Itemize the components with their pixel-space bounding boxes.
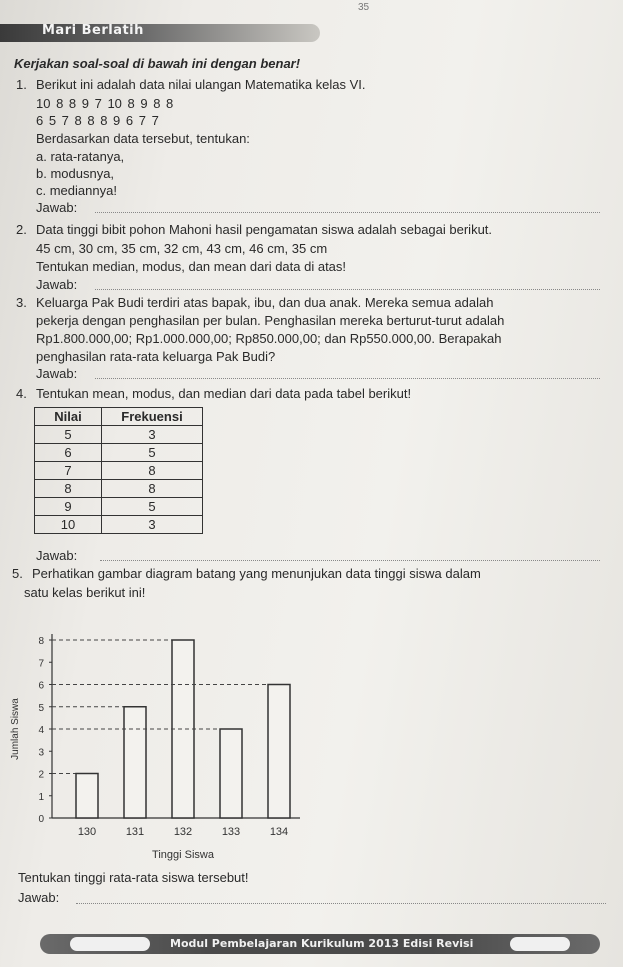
q4-text: Tentukan mean, modus, dan median dari data pada tabel berikut! [36, 386, 412, 401]
q1-option-a: a. rata-ratanya, [36, 149, 125, 164]
section-title: Mari Berlatih [42, 23, 144, 38]
y-tick-label: 7 [38, 658, 44, 670]
q5-answer-line[interactable] [76, 902, 606, 904]
q5-question: Tentukan tinggi rata-rata siswa tersebut! [18, 870, 249, 885]
table-row [35, 516, 203, 534]
table-cell-nilai: 10 [35, 516, 102, 534]
table-cell-frekuensi: 5 [102, 498, 203, 516]
q2-line-1: Data tinggi bibit pohon Mahoni hasil pengamatan siswa adalah sebagai berikut. [36, 222, 493, 237]
table-cell-nilai: 6 [35, 444, 102, 462]
x-tick-label: 130 [77, 826, 97, 838]
table-cell-frekuensi: 8 [102, 462, 203, 480]
q2-number: 2. [16, 222, 27, 237]
table-row [35, 426, 203, 444]
table-row [35, 444, 203, 462]
q1-option-b: b. modusnya, [36, 166, 115, 181]
table-cell-frekuensi: 5 [102, 444, 203, 462]
table-cell-frekuensi: 3 [102, 426, 203, 444]
q1-number: 1. [16, 77, 27, 92]
q1-answer-line[interactable] [95, 211, 600, 213]
y-tick-label: 6 [38, 680, 44, 692]
q2-answer-line[interactable] [95, 288, 600, 290]
q4-answer-line[interactable] [100, 559, 600, 561]
x-tick-label: 132 [173, 826, 193, 838]
q2-line-2: 45 cm, 30 cm, 35 cm, 32 cm, 43 cm, 46 cm, 35 cm [36, 241, 328, 256]
bar [268, 685, 290, 819]
q2-line-3: Tentukan median, modus, dan mean dari data di atas! [36, 259, 347, 274]
q1-jawab: Jawab: [36, 200, 78, 215]
x-tick-label: 131 [125, 826, 145, 838]
bar [220, 729, 242, 818]
footer-pill-right [510, 937, 570, 951]
q3-jawab: Jawab: [36, 366, 78, 381]
q3-line-2: pekerja dengan penghasilan per bulan. Penghasilan mereka berturut-turut adalah [36, 313, 505, 328]
q1-data-row-2: 6 5 7 8 8 8 9 6 7 7 [36, 113, 159, 128]
y-tick-label: 0 [38, 814, 44, 825]
footer-pill-left [70, 937, 150, 951]
instruction: Kerjakan soal-soal di bawah ini dengan benar! [14, 56, 301, 71]
table-row [35, 480, 203, 498]
q1-prompt: Berdasarkan data tersebut, tentukan: [36, 131, 250, 146]
y-tick-label: 4 [38, 725, 44, 736]
q3-answer-line[interactable] [95, 377, 600, 379]
bar-chart [0, 600, 310, 870]
x-tick-label: 134 [269, 826, 289, 838]
q3-line-3: Rp1.800.000,00; Rp1.000.000,00; Rp850.000,00; dan Rp550.000,00. Berapakah [36, 331, 502, 346]
table-cell-nilai: 9 [35, 498, 102, 516]
y-tick-label: 1 [38, 791, 44, 803]
q5-jawab: Jawab: [18, 890, 60, 905]
table-cell-nilai: 5 [35, 426, 102, 444]
x-axis-label: Tinggi Siswa [152, 849, 214, 861]
q3-line-1: Keluarga Pak Budi terdiri atas bapak, ibu, dan dua anak. Mereka semua adalah [36, 295, 494, 310]
table-cell-nilai: 7 [35, 462, 102, 480]
q4-number: 4. [16, 386, 27, 401]
table-row [35, 462, 203, 480]
q5-number: 5. [12, 566, 23, 581]
bar [172, 640, 194, 818]
page-number: 35 [358, 2, 370, 13]
y-axis-label: Jumlah Siswa [10, 698, 21, 760]
q5-line-1: Perhatikan gambar diagram batang yang menunjukan data tinggi siswa dalam [32, 566, 481, 581]
table-row [35, 498, 203, 516]
x-tick-label: 133 [221, 826, 241, 838]
table-cell-frekuensi: 8 [102, 480, 203, 498]
q1-option-c: c. mediannya! [36, 183, 117, 198]
bar [124, 707, 146, 818]
y-tick-label: 2 [38, 769, 44, 781]
q2-jawab: Jawab: [36, 277, 78, 292]
frequency-table [34, 407, 203, 534]
table-header-frekuensi: Frekuensi [102, 408, 203, 426]
y-tick-label: 8 [38, 636, 44, 647]
q5-line-2: satu kelas berikut ini! [24, 585, 146, 600]
q3-line-4: penghasilan rata-rata keluarga Pak Budi? [36, 349, 276, 364]
y-tick-label: 3 [38, 747, 44, 759]
q4-jawab: Jawab: [36, 548, 78, 563]
y-tick-label: 5 [38, 702, 44, 714]
q1-text: Berikut ini adalah data nilai ulangan Matematika kelas VI. [36, 77, 366, 92]
table-cell-frekuensi: 3 [102, 516, 203, 534]
table-header-nilai: Nilai [35, 408, 102, 426]
table-cell-nilai: 8 [35, 480, 102, 498]
bar [76, 774, 98, 819]
footer-text: Modul Pembelajaran Kurikulum 2013 Edisi Revisi [170, 937, 474, 950]
q1-data-row-1: 10 8 8 9 7 10 8 9 8 8 [36, 96, 174, 111]
q3-number: 3. [16, 295, 27, 310]
